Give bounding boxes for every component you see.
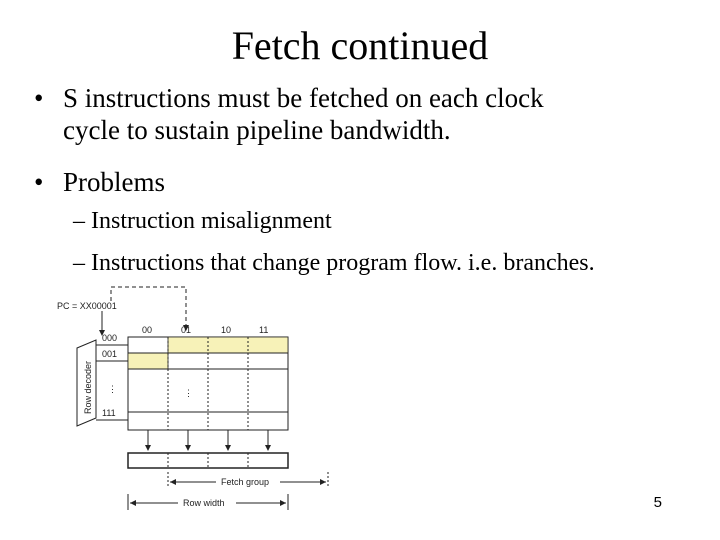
slide-title: Fetch continued (231, 23, 489, 68)
bullet-text-line: Problems (63, 167, 166, 197)
fetch-group-highlight (128, 353, 168, 369)
sub-bullet-misalignment: – Instruction misalignment (73, 208, 332, 234)
dimension-arrowhead (320, 479, 326, 485)
pc-to-column-dashed-arrow (111, 287, 186, 330)
bullet-text-line: cycle to sustain pipeline bandwidth. (63, 115, 451, 145)
row-label: 001 (102, 349, 118, 359)
column-label: 10 (221, 325, 232, 335)
column-label: 11 (259, 325, 269, 335)
bullet-marker: • (34, 83, 44, 113)
dimension-arrowhead (280, 500, 286, 506)
ellipsis-vertical: ⋮ (108, 384, 117, 394)
bullet-marker: • (34, 167, 44, 197)
column-label: 00 (142, 325, 153, 335)
page-number: 5 (653, 494, 662, 511)
dimension-arrowhead (170, 479, 176, 485)
dimension-arrowhead (130, 500, 136, 506)
row-label: 111 (102, 408, 116, 418)
sub-bullet-branches: – Instructions that change program flow. i.e. branches. (73, 250, 595, 276)
column-label: 01 (181, 325, 192, 335)
row-label: 000 (102, 333, 118, 343)
bullet-text-line: S instructions must be fetched on each clock (63, 83, 544, 113)
ellipsis-vertical: ⋮ (184, 388, 193, 398)
fetch-group-label: Fetch group (221, 477, 270, 487)
fetch-group-highlight (168, 337, 288, 353)
pc-label: PC = XX00001 (57, 301, 117, 311)
row-width-label: Row width (183, 498, 225, 508)
row-decoder-label: Row decoder (83, 360, 93, 414)
